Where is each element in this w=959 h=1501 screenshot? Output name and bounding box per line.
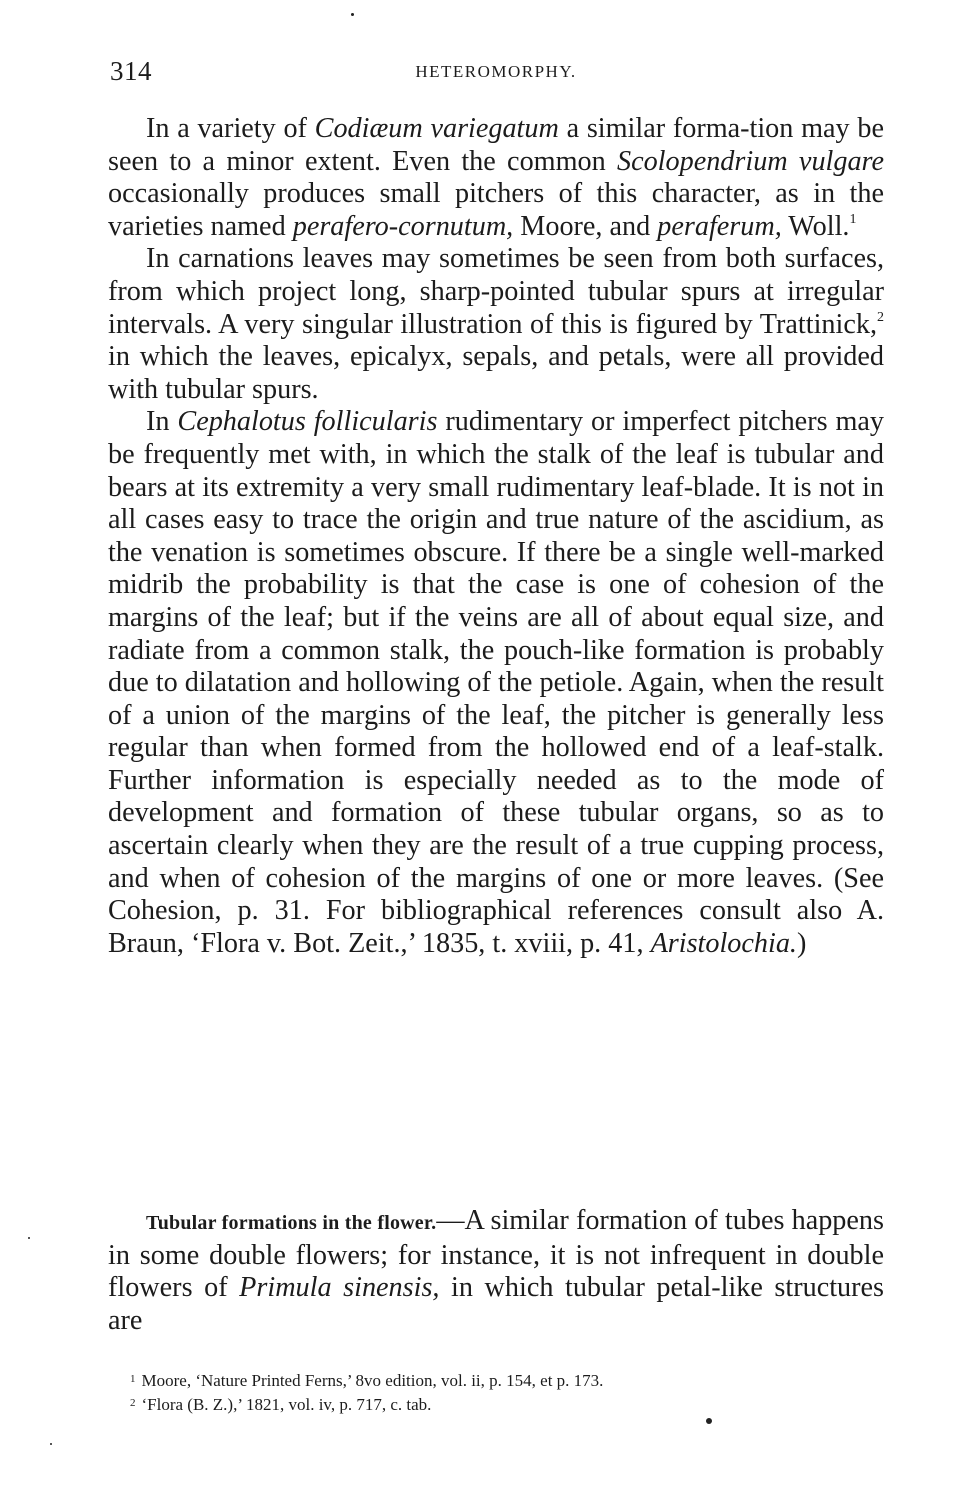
page-number: 314 xyxy=(110,56,152,86)
footnote xyxy=(108,1392,884,1416)
text-run: —A similar formation of tubes happens in some double flowers; for instance, it is not infrequent in double flowers of xyxy=(108,1205,884,1304)
footnote-reference: 1 xyxy=(849,211,857,227)
italic-term: Codiæum variegatum xyxy=(314,113,559,144)
text-run: Moore, and xyxy=(513,210,658,242)
italic-term: Scolopendrium vulgare xyxy=(616,145,884,177)
body-text xyxy=(108,113,884,960)
text-run: ) xyxy=(796,927,807,959)
italic-term: peraferum, xyxy=(657,210,782,242)
ink-speck xyxy=(50,1443,52,1445)
footnote-text: ‘Flora (B. Z.),’ 1821, vol. iv, p. 717, c. tab. xyxy=(141,1395,432,1414)
footnotes xyxy=(108,1368,884,1416)
text-run: in which the leaves, epicalyx, sepals, and petals, were all provided with tubular spurs. xyxy=(108,341,884,405)
text-run: Woll. xyxy=(781,210,850,242)
footnote-reference: 2 xyxy=(877,309,884,325)
paragraph xyxy=(108,1205,884,1337)
footnote xyxy=(108,1368,884,1392)
ink-speck xyxy=(28,1237,30,1239)
section-heading: Tubular formations in the flower. xyxy=(146,1212,437,1234)
italic-term: Cephalotus follicularis xyxy=(177,406,438,438)
text-run: In carnations leaves may sometimes be seen from both surfaces, from which project long, sharp-pointed tubular spurs at irregular intervals. A very singular illustration of this is figured by Trattinick, xyxy=(108,243,884,340)
text-run: a similar forma-tion may be seen to a minor extent. Even the common xyxy=(108,113,884,177)
ink-speck xyxy=(706,1418,712,1424)
text-run: In xyxy=(146,406,178,438)
section-tubular-formations xyxy=(108,1205,884,1337)
footnote-mark: 1 xyxy=(130,1373,136,1385)
text-run: in which tubular petal-like structures are xyxy=(108,1272,885,1336)
page-header xyxy=(108,56,884,92)
text-run: occasionally produces small pitchers of this character, as in the varieties named xyxy=(108,178,884,242)
footnote-text: Moore, ‘Nature Printed Ferns,’ 8vo edition, vol. ii, p. 154, et p. 173. xyxy=(141,1371,604,1390)
paragraph xyxy=(108,113,884,243)
italic-term: perafero-cornutum, xyxy=(292,210,514,242)
paragraph xyxy=(108,406,884,960)
text-run: rudimentary or imperfect pitchers may be frequently met with, in which the stalk of the leaf is tubular and bears at its extremity a very small rudimentary leaf-blade. It is not in all cases easy to trace the origin and true nature of the ascidium, as the venation is sometimes obscure. If there be a single well-marked midrib the probability is that the case is one of cohesion of the margins of the leaf; but if the veins are all of about equal size, and radiate from a common stalk, the pouch-like formation is probably due to dilatation and hollowing of the petiole. Again, when the result of a union of the margins of the leaf, the pitcher is generally less regular than when formed from the hollowed end of a leaf-stalk. Further information is especially needed as to the mode of development and formation of these tubular organs, so as to ascertain clearly when they are the result of a true cupping process, and when of cohesion of the margins of one or more leaves. (See Cohesion, p. 31. For bibliographical references consult also A. Braun, ‘Flora v. Bot. Zeit.,’ 1835, t. xviii, p. 41, xyxy=(108,406,884,959)
running-head: HETEROMORPHY. xyxy=(415,62,577,81)
paragraph xyxy=(108,243,884,406)
italic-term: Primula sinensis, xyxy=(239,1272,440,1304)
text-run: In a variety of xyxy=(146,113,315,144)
ink-speck xyxy=(351,13,354,16)
footnote-mark: 2 xyxy=(130,1397,136,1409)
italic-term: Aristolochia. xyxy=(650,927,797,959)
